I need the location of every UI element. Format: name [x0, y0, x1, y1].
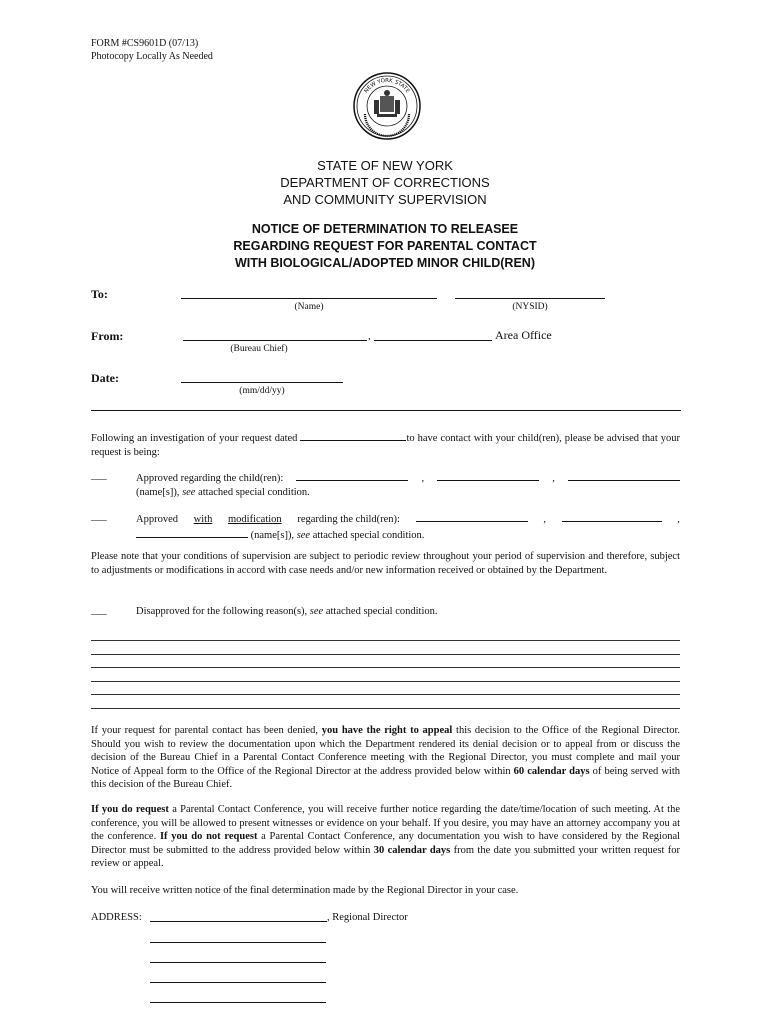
address-line-2[interactable] — [150, 962, 326, 963]
appeal-paragraph: If your request for parental contact has been denied, you have the right to appeal this decision to the Office of the Regional Director. Should you wish to review the documentation upon which the Department rendered its denial decision or to appeal from or discuss the decision of the Bureau Chief in a Parental Contact Conference meeting with the Regional Director, you must complete and mail your Notice of Appeal form to the Office of the Regional Director at the address provided below within 60 calendar days of being served with this decision of the Bureau Chief. — [91, 725, 681, 790]
reason-line-3[interactable] — [91, 667, 680, 668]
from-label: From: — [91, 329, 124, 343]
nysid-caption: (NYSID) — [512, 302, 548, 312]
reason-line-6[interactable] — [91, 708, 680, 709]
to-name-field[interactable] — [181, 298, 437, 299]
title-line-1: NOTICE OF DETERMINATION TO RELEASEE — [251, 222, 519, 236]
title-line-2: REGARDING REQUEST FOR PARENTAL CONTACT — [233, 239, 537, 253]
supervision-note: Please note that your conditions of supervision are subject to periodic review throughout your period of supervision and therefore, subject to adjustments or modifications in accord with case needs and/or new information received or obtained by the Department. — [91, 551, 680, 576]
disapproved-option: Disapproved for the following reason(s), see attached special condition. — [136, 606, 438, 617]
regional-director-name-field[interactable] — [150, 921, 327, 922]
disapproved-checkbox[interactable]: ___ — [91, 605, 107, 616]
mod-child-1-field[interactable] — [416, 511, 528, 522]
address-line-3[interactable] — [150, 982, 326, 983]
to-nysid-field[interactable] — [455, 298, 605, 299]
date-label: Date: — [91, 371, 119, 385]
reason-line-1[interactable] — [91, 640, 680, 641]
reason-line-5[interactable] — [91, 694, 680, 695]
approved-option: Approved regarding the child(ren): , , (name[s]), see attached special condition. — [136, 470, 680, 499]
approved-with-modification-checkbox[interactable]: ___ — [91, 511, 107, 522]
svg-text:NEW YORK STATE: NEW YORK STATE — [363, 77, 411, 95]
address-line-4[interactable] — [150, 1002, 326, 1003]
agency-line-2: DEPARTMENT OF CORRECTIONS — [280, 175, 490, 190]
approved-child-2-field[interactable] — [437, 470, 539, 481]
agency-name — [0, 157, 770, 208]
agency-line-3: AND COMMUNITY SUPERVISION — [283, 192, 487, 207]
mod-child-3-field[interactable] — [136, 527, 248, 538]
date-caption: (mm/dd/yy) — [239, 386, 285, 396]
date-field[interactable] — [181, 382, 343, 383]
bureau-chief-caption: (Bureau Chief) — [230, 344, 288, 354]
form-header — [91, 37, 213, 63]
mod-child-2-field[interactable] — [562, 511, 662, 522]
from-bureau-chief-field[interactable] — [183, 340, 367, 341]
reason-line-2[interactable] — [91, 654, 680, 655]
intro-paragraph: Following an investigation of your request dated to have contact with your child(ren), please be advised that your request is being: — [91, 430, 680, 459]
address-line-1[interactable] — [150, 942, 326, 943]
comma-separator: , — [368, 330, 371, 342]
approved-with-modification-option: Approved with modification regarding the child(ren): , , (name[s]), see attached special condition. — [136, 511, 680, 542]
reason-line-4[interactable] — [91, 681, 680, 682]
photocopy-note: Photocopy Locally As Needed — [91, 51, 213, 62]
section-divider — [91, 410, 681, 411]
approved-child-3-field[interactable] — [568, 470, 680, 481]
agency-line-1: STATE OF NEW YORK — [317, 158, 453, 173]
approved-checkbox[interactable]: ___ — [91, 470, 107, 481]
name-caption: (Name) — [294, 302, 324, 312]
conference-paragraph: If you do request a Parental Contact Conference, you will receive further notice regarding the date/time/location of such meeting. At the conference, you will be allowed to present witnesses or evidence on your behalf. If you desire, you may have an attorney accompany you at the conference. If you do not request a Parental Contact Conference, any documentation you wish to have considered by the Regional Director must be submitted to the address provided below within 30 calendar days from the date you submitted your written request for review or appeal. — [91, 804, 681, 869]
final-notice: You will receive written notice of the final determination made by the Regional Director in your case. — [91, 885, 519, 896]
address-label: ADDRESS: — [91, 912, 142, 923]
form-number: FORM #CS9601D (07/13) — [91, 38, 199, 49]
approved-child-1-field[interactable] — [296, 470, 408, 481]
state-seal-icon — [353, 72, 421, 140]
area-office-label: Area Office — [495, 328, 552, 342]
to-label: To: — [91, 287, 108, 301]
regional-director-label: , Regional Director — [327, 912, 408, 923]
request-date-field[interactable] — [300, 430, 406, 441]
title-line-3: WITH BIOLOGICAL/ADOPTED MINOR CHILD(REN) — [235, 256, 535, 270]
notice-title — [0, 221, 770, 272]
from-area-field[interactable] — [374, 340, 492, 341]
